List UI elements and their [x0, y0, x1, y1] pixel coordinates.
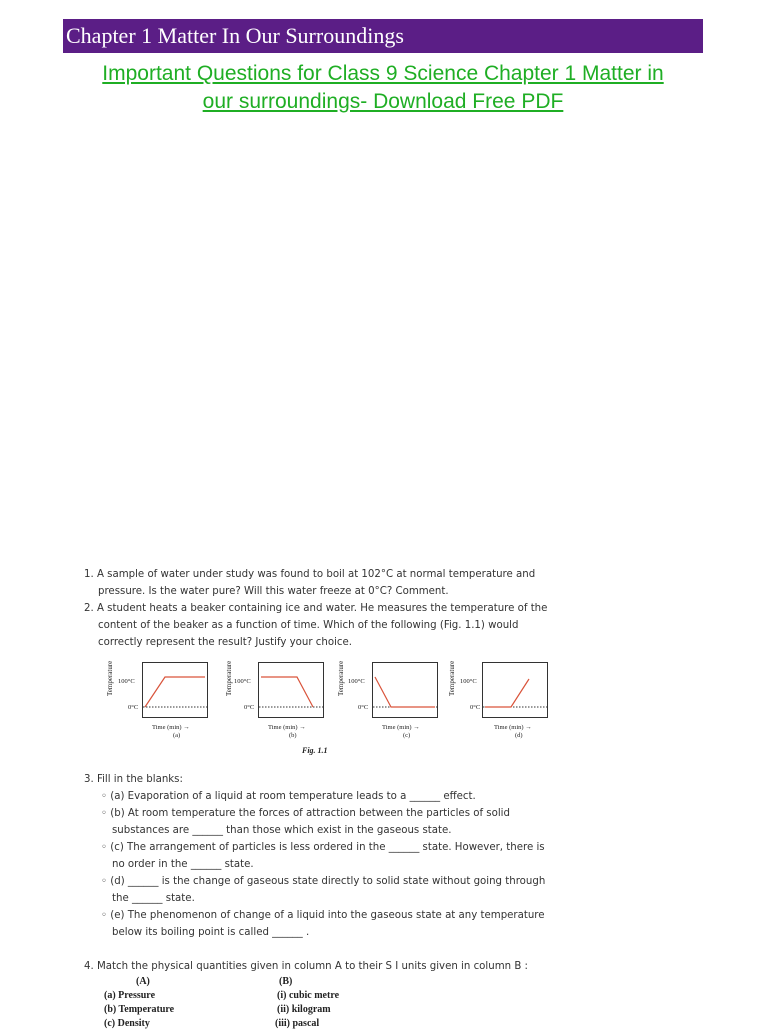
question-3c-line-2: no order in the ______ state.	[112, 859, 254, 870]
match-row-a-right: (i) cubic metre	[277, 990, 340, 1001]
graph-a-plot	[143, 663, 207, 717]
graph-b-ylabel: Temperature	[225, 660, 233, 696]
figure-1-1	[90, 660, 560, 775]
question-3d-line-2: the ______ state.	[112, 893, 195, 904]
graph-c	[372, 662, 438, 718]
graph-c-ylabel: Temperature	[337, 660, 345, 696]
question-2-line-2: content of the beaker as a function of time. Which of the following (Fig. 1.1) would	[98, 620, 519, 631]
question-1-line-1: 1. A sample of water under study was found to boil at 102°C at normal temperature and	[84, 569, 536, 580]
question-4: 4. Match the physical quantities given in column A to their S I units given in column B :	[84, 961, 528, 972]
graph-d	[482, 662, 548, 718]
graph-c-100: 100°C	[348, 678, 365, 685]
graph-d-0: 0°C	[470, 704, 481, 711]
question-3e-line-2: below its boiling point is called ______ .	[112, 927, 310, 938]
questions-image	[0, 560, 768, 1029]
question-3b-line-2: substances are ______ than those which exist in the gaseous state.	[112, 825, 452, 836]
graph-c-xlabel: Time (min) →	[382, 724, 420, 731]
graph-a-ylabel: Temperature	[106, 660, 114, 696]
chapter-title: Chapter 1 Matter In Our Surroundings	[66, 23, 404, 48]
graph-a	[142, 662, 208, 718]
graph-d-ylabel: Temperature	[448, 660, 456, 696]
graph-c-0: 0°C	[358, 704, 369, 711]
question-3e-line-1: ◦ (e) The phenomenon of change of a liquid into the gaseous state at any temperature	[101, 910, 545, 921]
question-3d-line-1: ◦ (d) ______ is the change of gaseous state directly to solid state without going through	[101, 876, 546, 887]
graph-c-plot	[373, 663, 437, 717]
match-col-a-header: (A)	[136, 976, 150, 987]
download-pdf-link[interactable]	[63, 60, 703, 116]
graph-b-0: 0°C	[244, 704, 255, 711]
graph-a-tag: (a)	[173, 732, 181, 739]
question-1-line-2: pressure. Is the water pure? Will this water freeze at 0°C? Comment.	[98, 586, 449, 597]
graph-a-100: 100°C	[118, 678, 135, 685]
match-row-c-left: (c) Density	[104, 1018, 150, 1029]
graph-d-tag: (d)	[515, 732, 523, 739]
chapter-title-bar	[63, 19, 703, 53]
graph-b-plot	[259, 663, 323, 717]
question-3a: ◦ (a) Evaporation of a liquid at room temperature leads to a ______ effect.	[101, 791, 476, 802]
graph-a-xlabel: Time (min) →	[152, 724, 190, 731]
graph-c-tag: (c)	[403, 732, 411, 739]
graph-d-100: 100°C	[460, 678, 477, 685]
download-pdf-link-line2[interactable]: our surroundings- Download Free PDF	[202, 90, 564, 113]
match-row-c-right: (iii) pascal	[275, 1018, 320, 1029]
question-3b-line-1: ◦ (b) At room temperature the forces of attraction between the particles of solid	[101, 808, 510, 819]
graph-b	[258, 662, 324, 718]
download-pdf-link-line1[interactable]: Important Questions for Class 9 Science Chapter 1 Matter in	[102, 62, 664, 85]
graph-a-0: 0°C	[128, 704, 139, 711]
match-row-b-right: (ii) kilogram	[277, 1004, 331, 1015]
match-row-b-left: (b) Temperature	[104, 1004, 175, 1015]
graph-b-tag: (b)	[289, 732, 297, 739]
figure-caption: Fig. 1.1	[302, 746, 328, 755]
graph-d-plot	[483, 663, 547, 717]
question-3c-line-1: ◦ (c) The arrangement of particles is less ordered in the ______ state. However, there is	[101, 842, 545, 853]
graph-d-xlabel: Time (min) →	[494, 724, 532, 731]
graph-b-xlabel: Time (min) →	[268, 724, 306, 731]
question-3-title: 3. Fill in the blanks:	[84, 774, 183, 785]
match-col-b-header: (B)	[279, 976, 293, 987]
graph-b-100: 100°C	[234, 678, 251, 685]
question-2-line-1: 2. A student heats a beaker containing ice and water. He measures the temperature of the	[84, 603, 548, 614]
match-row-a-left: (a) Pressure	[104, 990, 156, 1001]
question-2-line-3: correctly represent the result? Justify your choice.	[98, 637, 353, 648]
